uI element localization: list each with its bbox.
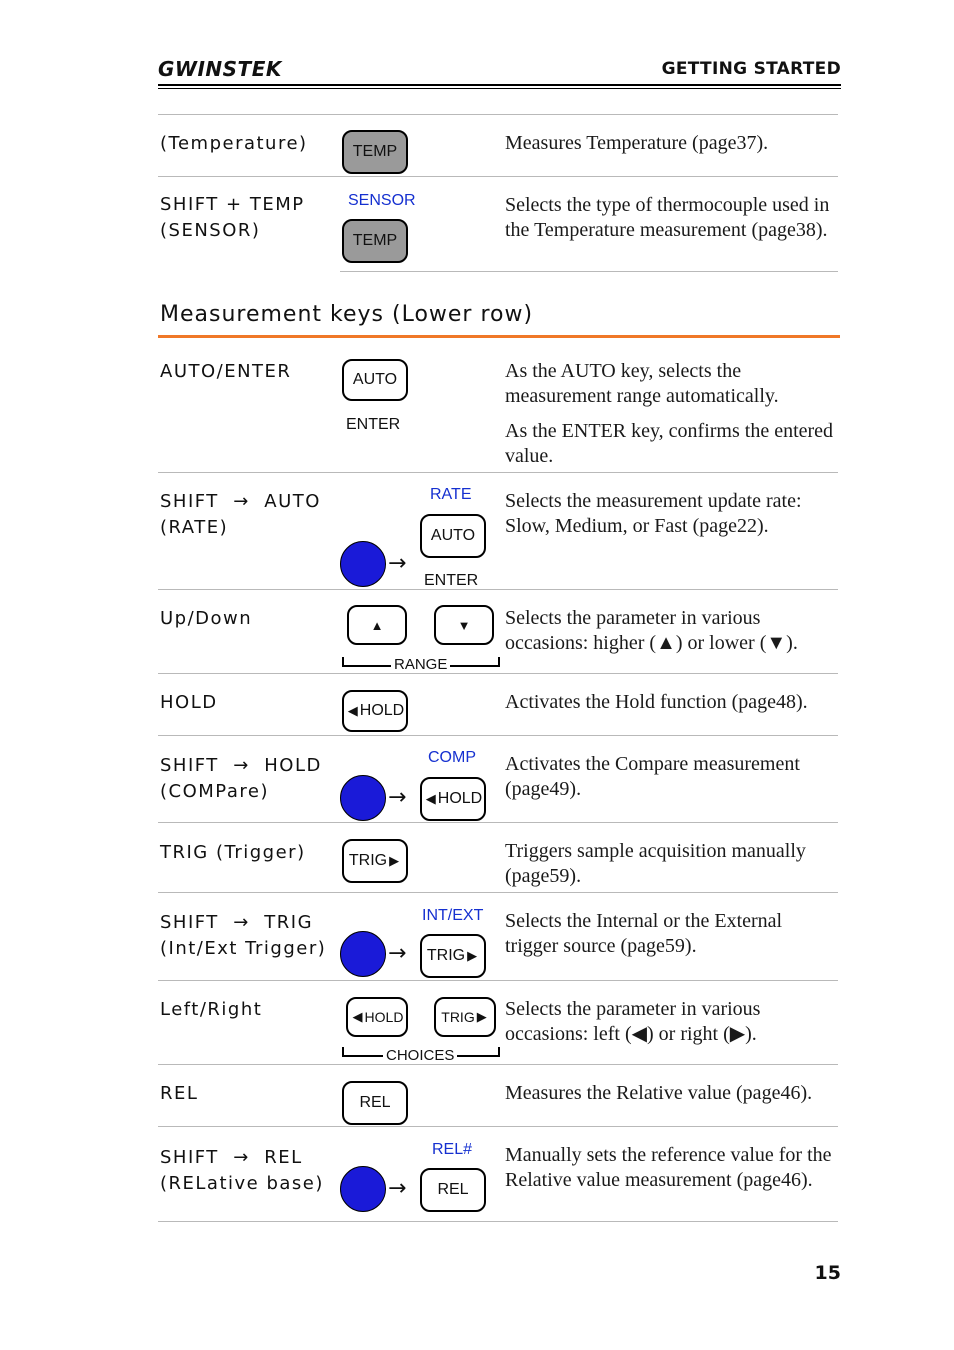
shift-function-label: RATE	[430, 486, 472, 503]
key-label: TRIG	[426, 947, 466, 964]
row-label: HOLD	[160, 692, 218, 713]
table-rule	[158, 1064, 838, 1065]
shift-button	[340, 1166, 386, 1212]
arrow-icon: →	[388, 551, 407, 576]
row-label: Up/Down	[160, 608, 253, 629]
section-title-rule	[158, 335, 840, 338]
left-triangle-icon: ◀	[347, 703, 358, 718]
hold-key	[342, 690, 408, 732]
key-label: TRIG	[441, 1009, 475, 1025]
description-paragraph: Manually sets the reference value for the Relative value measurement (page46).	[505, 1144, 832, 1191]
table-rule	[158, 892, 838, 893]
key-label: HOLD	[359, 702, 405, 719]
description-paragraph: As the AUTO key, selects the measurement range automatically.	[505, 360, 779, 407]
trig-key	[342, 839, 408, 883]
table-rule	[158, 114, 838, 115]
choices-label: CHOICES	[383, 1047, 457, 1064]
row-description	[505, 909, 840, 969]
description-paragraph: As the ENTER key, confirms the entered value.	[505, 420, 834, 467]
hold-key	[346, 997, 408, 1037]
shift-function-label: COMP	[428, 749, 476, 766]
rel-key	[420, 1168, 486, 1212]
row-description	[505, 359, 840, 479]
key-label: REL	[437, 1181, 469, 1198]
arrow-icon: →	[388, 1176, 407, 1201]
key-label: REL	[359, 1094, 391, 1111]
description-paragraph: Selects the Internal or the External trigger source (page59).	[505, 910, 783, 957]
description-paragraph: Selects the measurement update rate: Slow, Medium, or Fast (page22).	[505, 490, 802, 537]
right-triangle-icon: ▶	[467, 948, 478, 963]
row-description	[505, 752, 840, 812]
enter-label: ENTER	[346, 416, 401, 433]
row-description: Measures Temperature (page37).	[505, 132, 769, 154]
up-key	[347, 605, 407, 645]
table-rule	[158, 822, 838, 823]
table-rule	[158, 673, 838, 674]
row-description	[505, 1143, 840, 1203]
row-description	[505, 997, 840, 1057]
brand-logo: GWINSTEK	[158, 57, 282, 81]
key-label: TEMP	[352, 232, 398, 249]
row-label: Left/Right	[160, 999, 263, 1020]
header-rule	[158, 84, 841, 86]
row-label: SHIFT → TRIG (Int/Ext Trigger)	[160, 912, 327, 959]
row-description	[505, 839, 840, 899]
up-triangle-icon: ▲	[370, 617, 384, 633]
description-paragraph: Triggers sample acquisition manually (page59).	[505, 840, 806, 887]
trig-key	[434, 997, 496, 1037]
row-description: Selects the type of thermocouple used in the Temperature measurement (page38).	[505, 194, 830, 241]
auto-key	[420, 514, 486, 558]
description-paragraph: Selects the parameter in various occasions: higher (▲) or lower (▼).	[505, 607, 798, 654]
shift-button	[340, 931, 386, 977]
description-paragraph: Measures the Relative value (page46).	[505, 1082, 813, 1104]
shift-button	[340, 541, 386, 587]
key-label: HOLD	[437, 790, 483, 807]
row-label: SHIFT → REL (RELative base)	[160, 1147, 324, 1194]
left-triangle-icon: ◀	[352, 1009, 363, 1024]
row-label: REL	[160, 1083, 199, 1104]
row-description	[505, 690, 840, 725]
header-rule-thin	[158, 88, 841, 89]
arrow-icon: →	[388, 941, 407, 966]
arrow-icon: →	[388, 785, 407, 810]
key-label: TRIG	[348, 852, 388, 869]
table-rule	[340, 271, 838, 272]
left-triangle-icon: ◀	[425, 791, 436, 806]
section-header: GETTING STARTED	[661, 59, 841, 79]
description-paragraph: Activates the Compare measurement (page49).	[505, 753, 800, 800]
table-rule	[158, 980, 838, 981]
trig-key	[420, 934, 486, 978]
row-label: SHIFT → AUTO (RATE)	[160, 491, 321, 538]
temp-key	[342, 219, 408, 263]
table-rule	[158, 176, 838, 177]
key-label: HOLD	[364, 1009, 404, 1025]
row-description	[505, 489, 840, 549]
row-label: AUTO/ENTER	[160, 361, 292, 382]
page-number: 15	[814, 1262, 841, 1284]
table-rule	[158, 589, 838, 590]
table-rule	[158, 1126, 838, 1127]
table-rule	[158, 472, 838, 473]
down-triangle-icon: ▼	[457, 617, 471, 633]
row-label: SHIFT + TEMP (SENSOR)	[160, 194, 305, 241]
range-label: RANGE	[391, 656, 450, 673]
row-description	[505, 606, 840, 666]
description-paragraph: Selects the parameter in various occasions: left (◀) or right (▶).	[505, 998, 761, 1045]
enter-label: ENTER	[424, 572, 479, 589]
row-label: (Temperature)	[160, 133, 308, 154]
shift-function-label: SENSOR	[348, 192, 416, 209]
row-description	[505, 1081, 840, 1116]
row-label: TRIG (Trigger)	[160, 842, 306, 863]
shift-function-label: REL#	[432, 1141, 473, 1158]
section-title: Measurement keys (Lower row)	[160, 302, 534, 327]
key-label: TEMP	[352, 143, 398, 160]
key-label: AUTO	[430, 527, 476, 544]
table-rule	[158, 735, 838, 736]
auto-key	[342, 359, 408, 401]
shift-function-label: INT/EXT	[422, 907, 484, 924]
key-label: AUTO	[352, 371, 398, 388]
shift-button	[340, 775, 386, 821]
temp-key	[342, 130, 408, 174]
table-rule	[158, 1221, 838, 1222]
right-triangle-icon: ▶	[476, 1009, 487, 1024]
hold-key	[420, 777, 486, 821]
rel-key	[342, 1081, 408, 1125]
row-label: SHIFT → HOLD (COMPare)	[160, 755, 322, 802]
description-paragraph: Activates the Hold function (page48).	[505, 691, 808, 713]
down-key	[434, 605, 494, 645]
right-triangle-icon: ▶	[389, 853, 400, 868]
